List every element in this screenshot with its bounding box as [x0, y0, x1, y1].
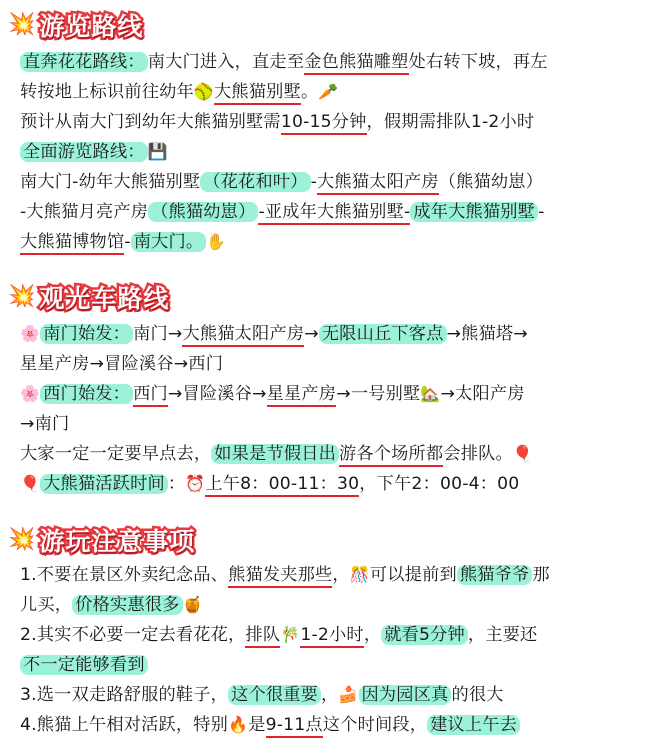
text-run: ， — [363, 625, 382, 645]
text-run: →熊猫塔→ — [446, 324, 528, 344]
text-run: 预计从南大门到幼年大熊猫别墅需 — [20, 112, 281, 132]
highlight-text: （花花和叶） — [200, 172, 310, 192]
text-line — [0, 560, 662, 590]
bamboo-icon: 🎋 — [280, 625, 301, 644]
honey-pot-icon: 🍯 — [182, 595, 203, 614]
carrot-icon: 🥕 — [318, 82, 339, 101]
text-run: ，主要还 — [467, 625, 538, 645]
highlight-text: 就看5分钟 — [381, 625, 468, 645]
heading-text: 游玩注意事项 — [39, 527, 196, 556]
text-line — [0, 650, 662, 680]
heading-text: 观光车路线 — [39, 284, 170, 313]
highlight-label: 南门始发： — [40, 324, 133, 344]
underlined-text: 大熊猫太阳产房 — [317, 172, 439, 195]
raised-hand-icon: ✋ — [206, 232, 227, 251]
text-line — [0, 710, 662, 740]
text-line — [0, 620, 662, 650]
text-line — [0, 167, 662, 197]
underlined-text: 大熊猫博物馆 — [20, 232, 124, 255]
text-line — [0, 137, 662, 167]
text-run: 那 — [532, 565, 550, 585]
underlined-text: 西门 — [133, 384, 168, 407]
text-run: 会排队。 — [443, 444, 513, 464]
text-run: - — [124, 232, 131, 252]
fire-icon: 🔥 — [228, 715, 249, 734]
underlined-text: 星星产房 — [267, 384, 337, 407]
text-run: 1.不要在景区外卖纪念品、 — [20, 565, 229, 585]
text-run: 可以提前到 — [369, 565, 457, 585]
text-run: 星星产房→冒险溪谷→西门 — [20, 354, 224, 374]
section-heading — [0, 8, 662, 42]
text-line — [0, 439, 662, 469]
cake-icon: 🍰 — [338, 685, 359, 704]
balloon-icon: 🎈 — [512, 444, 533, 463]
text-line — [0, 590, 662, 620]
text-run: ： — [167, 474, 186, 494]
text-run: 的很大 — [451, 685, 504, 705]
highlight-label: 西门始发： — [40, 384, 133, 404]
text-line — [0, 469, 662, 499]
softball-icon: 🥎 — [193, 82, 215, 101]
text-run: - — [538, 202, 545, 222]
text-run: 4.熊猫上午相对活跃， — [20, 715, 194, 735]
text-run: → — [304, 324, 319, 344]
text-run: →一号别墅 — [336, 384, 421, 404]
highlight-text: 价格实惠很多 — [72, 595, 182, 615]
text-line — [0, 107, 662, 137]
underlined-text: 9-11点 — [266, 715, 323, 738]
text-run: 3.选一双走路舒服的鞋子， — [20, 685, 229, 705]
highlight-text: 熊猫爷爷 — [457, 565, 533, 585]
burst-icon: 💥 — [8, 12, 36, 37]
text-run: ， — [321, 685, 339, 705]
floppy-disk-icon: 💾 — [147, 142, 168, 161]
text-run: 是 — [248, 715, 266, 735]
text-run: →冒险溪谷→ — [167, 384, 267, 404]
text-run: 2.其实不必要一定去看花花， — [20, 625, 246, 645]
text-run: →太阳产房 — [440, 384, 525, 404]
highlight-text: 因为园区真 — [359, 685, 452, 705]
flower-icon: 🌸 — [20, 324, 41, 343]
highlight-text: 建议上午去 — [427, 715, 520, 735]
text-line — [0, 319, 662, 349]
text-line — [0, 77, 662, 107]
highlight-text: 南大门。 — [131, 232, 207, 252]
underlined-text: 排队 — [245, 625, 280, 648]
text-line — [0, 197, 662, 227]
text-run: -大熊猫月亮产房 — [20, 202, 149, 222]
text-run: ，下午2：00-4：00 — [359, 474, 520, 494]
text-line — [0, 680, 662, 710]
section-tour-routes — [0, 8, 662, 257]
burst-icon: 💥 — [8, 527, 36, 552]
text-run: →南门 — [20, 414, 70, 434]
underlined-text: 大熊猫太阳产房 — [182, 324, 304, 347]
section-heading — [0, 523, 662, 557]
highlight-text: 这个很重要 — [228, 685, 321, 705]
highlight-text: （熊猫幼崽） — [148, 202, 258, 222]
text-run: 南大门-幼年大熊猫别墅 — [20, 172, 201, 192]
section-shuttle-routes — [0, 280, 662, 499]
highlight-text: 不一定能够看到 — [20, 655, 148, 675]
text-run: 南大门进入，直走至 — [147, 52, 305, 72]
text-line — [0, 409, 662, 439]
text-run: 。 — [300, 82, 319, 102]
highlight-label: 大熊猫活跃时间 — [40, 474, 168, 494]
highlight-text: 无限山丘下客点 — [319, 324, 447, 344]
text-run: ， — [332, 565, 350, 585]
underlined-text: 熊猫发夹那些 — [228, 565, 332, 588]
text-run: 这个时间段， — [322, 715, 428, 735]
text-run: 儿买， — [20, 595, 73, 615]
section-heading — [0, 280, 662, 314]
underlined-text: 游各个场所都 — [339, 444, 443, 467]
highlight-text: 成年大熊猫别墅 — [410, 202, 538, 222]
text-run: （熊猫幼崽） — [438, 172, 544, 192]
underlined-text: 金色熊猫雕塑 — [304, 52, 408, 75]
highlight-label: 直奔花花路线： — [20, 52, 148, 72]
house-icon: 🏡 — [420, 384, 441, 403]
text-run: ，假期需排队1-2小时 — [366, 112, 535, 132]
text-line — [0, 47, 662, 77]
text-line — [0, 379, 662, 409]
alarm-clock-icon: ⏰ — [185, 474, 206, 493]
text-run: 处右转下坡，再左 — [408, 52, 548, 72]
underlined-text: 大熊猫别墅 — [214, 82, 301, 105]
text-run: 大家一定一定要早点去， — [20, 444, 212, 464]
text-line — [0, 227, 662, 257]
burst-icon: 💥 — [8, 284, 36, 309]
underlined-text: 上午8：00-11：30 — [205, 474, 359, 497]
highlight-text: 如果是节假日出 — [211, 444, 339, 464]
underlined-text: 10-15分钟 — [281, 112, 367, 135]
flower-icon: 🌸 — [20, 384, 41, 403]
heading-text: 游览路线 — [39, 12, 144, 41]
confetti-icon: 🎊 — [349, 565, 370, 584]
highlight-label: 全面游览路线： — [20, 142, 148, 162]
text-line — [0, 349, 662, 379]
text-run: 特别 — [193, 715, 229, 735]
underlined-text: -亚成年大熊猫别墅- — [258, 202, 410, 225]
balloon-icon: 🎈 — [20, 474, 41, 493]
text-run: - — [310, 172, 318, 192]
text-run: 转按地上标识前往幼年 — [20, 82, 194, 102]
text-run: 南门→ — [133, 324, 183, 344]
underlined-text: 1-2小时 — [300, 625, 363, 648]
section-tips — [0, 523, 662, 740]
